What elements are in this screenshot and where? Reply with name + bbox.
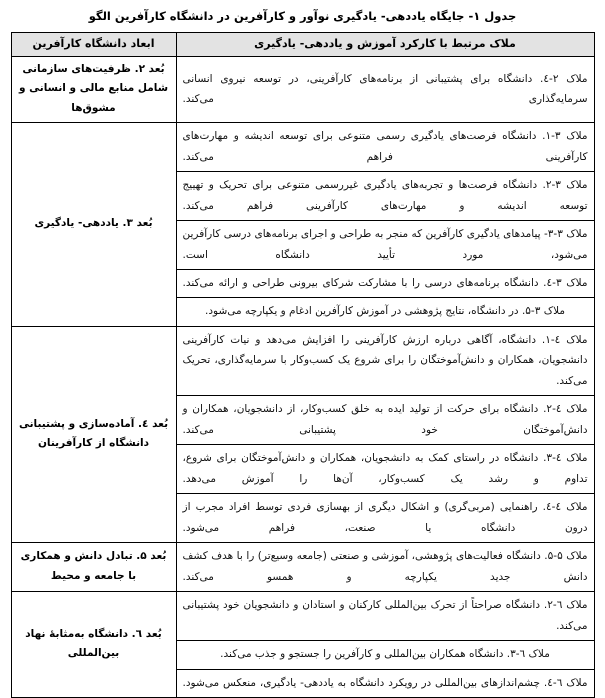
criterion-text: ملاک ٤-۲. دانشگاه برای حرکت از تولید ایده به خلق کسب‌وکار، از دانشجویان، همکاران و دانش‌آموختگان خود پشتیبانی می‌کند. — [182, 403, 588, 436]
table-row — [11, 326, 594, 395]
criterion-cell — [176, 298, 594, 326]
criterion-cell — [176, 221, 594, 270]
criterion-cell — [176, 669, 594, 697]
entrepreneurial-university-table — [11, 32, 595, 698]
criterion-cell — [176, 592, 594, 641]
criterion-text: ملاک ۵-۵. دانشگاه فعالیت‌های پژوهشی، آموزشی و صنعتی (جامعه وسیع‌تر) را با هدف کشف دانش جدید یکپارچه و همسو می‌کند. — [182, 550, 588, 583]
criterion-text: ملاک ۳-۳- پیامدهای یادگیری کارآفرین که منجر به طراحی و اجرای برنامه‌های درسی کارآفرین می‌شود، مورد تأیید دانشگاه است. — [182, 228, 588, 261]
table-header — [11, 32, 594, 56]
table-row — [11, 592, 594, 641]
dimension-cell: بُعد ٦. دانشگاه به‌مثابۀ نهاد بین‌المللی — [11, 592, 176, 698]
criterion-text: ملاک ٤-٤. راهنمایی (مربی‌گری) و اشکال دیگری از بهسازی فردی توسط افراد مجرب از درون دانشگاه یا صنعت، فراهم می‌شود. — [182, 501, 588, 534]
criterion-text: ملاک ۳-۵. در دانشگاه، نتایج پژوهشی در آموزش کارآفرین ادغام و یکپارچه می‌شود. — [205, 305, 565, 318]
table-body — [11, 56, 594, 697]
criterion-text: ملاک ۳-۲. دانشگاه فرصت‌ها و تجربه‌های یادگیری غیررسمی متنوعی برای تحریک و تهییج توسعه اندیشه و مهارت‌های کارآفرینی فراهم می‌کند. — [182, 179, 588, 212]
criterion-cell — [176, 172, 594, 221]
criterion-cell — [176, 641, 594, 669]
table-row — [11, 56, 594, 122]
criterion-text: ملاک ۲-٤. دانشگاه برای پشتیبانی از برنامه‌های کارآفرینی، در توسعه نیروی انسانی سرمایه‌گذاری می‌کند. — [182, 72, 588, 106]
criterion-text: ملاک ٦-۳. دانشگاه همکاران بین‌المللی و کارآفرین را جستجو و جذب می‌کند. — [220, 648, 550, 661]
table-row — [11, 543, 594, 592]
dimension-cell: بُعد ٤. آماده‌سازی و پشتیبانی دانشگاه از کارآفرینان — [11, 326, 176, 542]
criterion-text: ملاک ٤-۳. دانشگاه در راستای کمک به دانشجویان، همکاران و دانش‌آموختگان برای شروع، تداوم و رشد یک کسب‌وکار، آن‌ها را آموزش می‌دهد. — [182, 452, 588, 485]
criterion-cell — [176, 396, 594, 445]
dimension-cell: بُعد ۲. ظرفیت‌های سازمانی شامل منابع مالی و انسانی و مشوق‌ها — [11, 56, 176, 122]
criterion-cell — [176, 494, 594, 543]
criterion-text: ملاک ۳-۱. دانشگاه فرصت‌های یادگیری رسمی متنوعی برای توسعه اندیشه و مهارت‌های کارآفرینی فراهم می‌کند. — [182, 130, 588, 163]
criterion-cell — [176, 326, 594, 395]
header-criteria: ملاک مرتبط با کارکرد آموزش و یاددهی- یادگیری — [176, 32, 594, 56]
criterion-text: ملاک ٦-۲. دانشگاه صراحتاً از تحرک بین‌المللی کارکنان و استادان و دانشجویان خود پشتیبانی می‌کند. — [182, 599, 588, 632]
criterion-cell — [176, 123, 594, 172]
table-row — [11, 123, 594, 172]
criterion-cell — [176, 445, 594, 494]
criterion-text: ملاک ٦-٤. چشم‌اندازهای بین‌المللی در رویکرد دانشگاه به یاددهی- یادگیری، منعکس می‌شود. — [182, 676, 588, 689]
header-row — [11, 32, 594, 56]
criterion-cell — [176, 270, 594, 298]
table-caption: جدول ۱- جایگاه یاددهی- یادگیری نوآور و کارآفرین در دانشگاه کارآفرین الگو — [88, 9, 517, 23]
header-dimension: ابعاد دانشگاه کارآفرین — [11, 32, 176, 56]
criterion-text: ملاک ٤-۱. دانشگاه، آگاهی درباره ارزش کارآفرینی را افزایش می‌دهد و نیات کارآفرینی دانشجویان، همکاران و دانش‌آموختگان را برای شروع یک کسب‌وکار با سرمایه‌گذاری، تحریک می‌کند. — [182, 333, 588, 387]
criterion-cell — [176, 56, 594, 122]
criterion-text: ملاک ۳-٤. دانشگاه برنامه‌های درسی را با مشارکت شرکای بیرونی طراحی و ارائه می‌کند. — [182, 277, 588, 290]
dimension-cell: بُعد ۵. تبادل دانش و همکاری با جامعه و محیط — [11, 543, 176, 592]
criterion-cell — [176, 543, 594, 592]
dimension-cell: بُعد ۳. یاددهی- یادگیری — [11, 123, 176, 327]
